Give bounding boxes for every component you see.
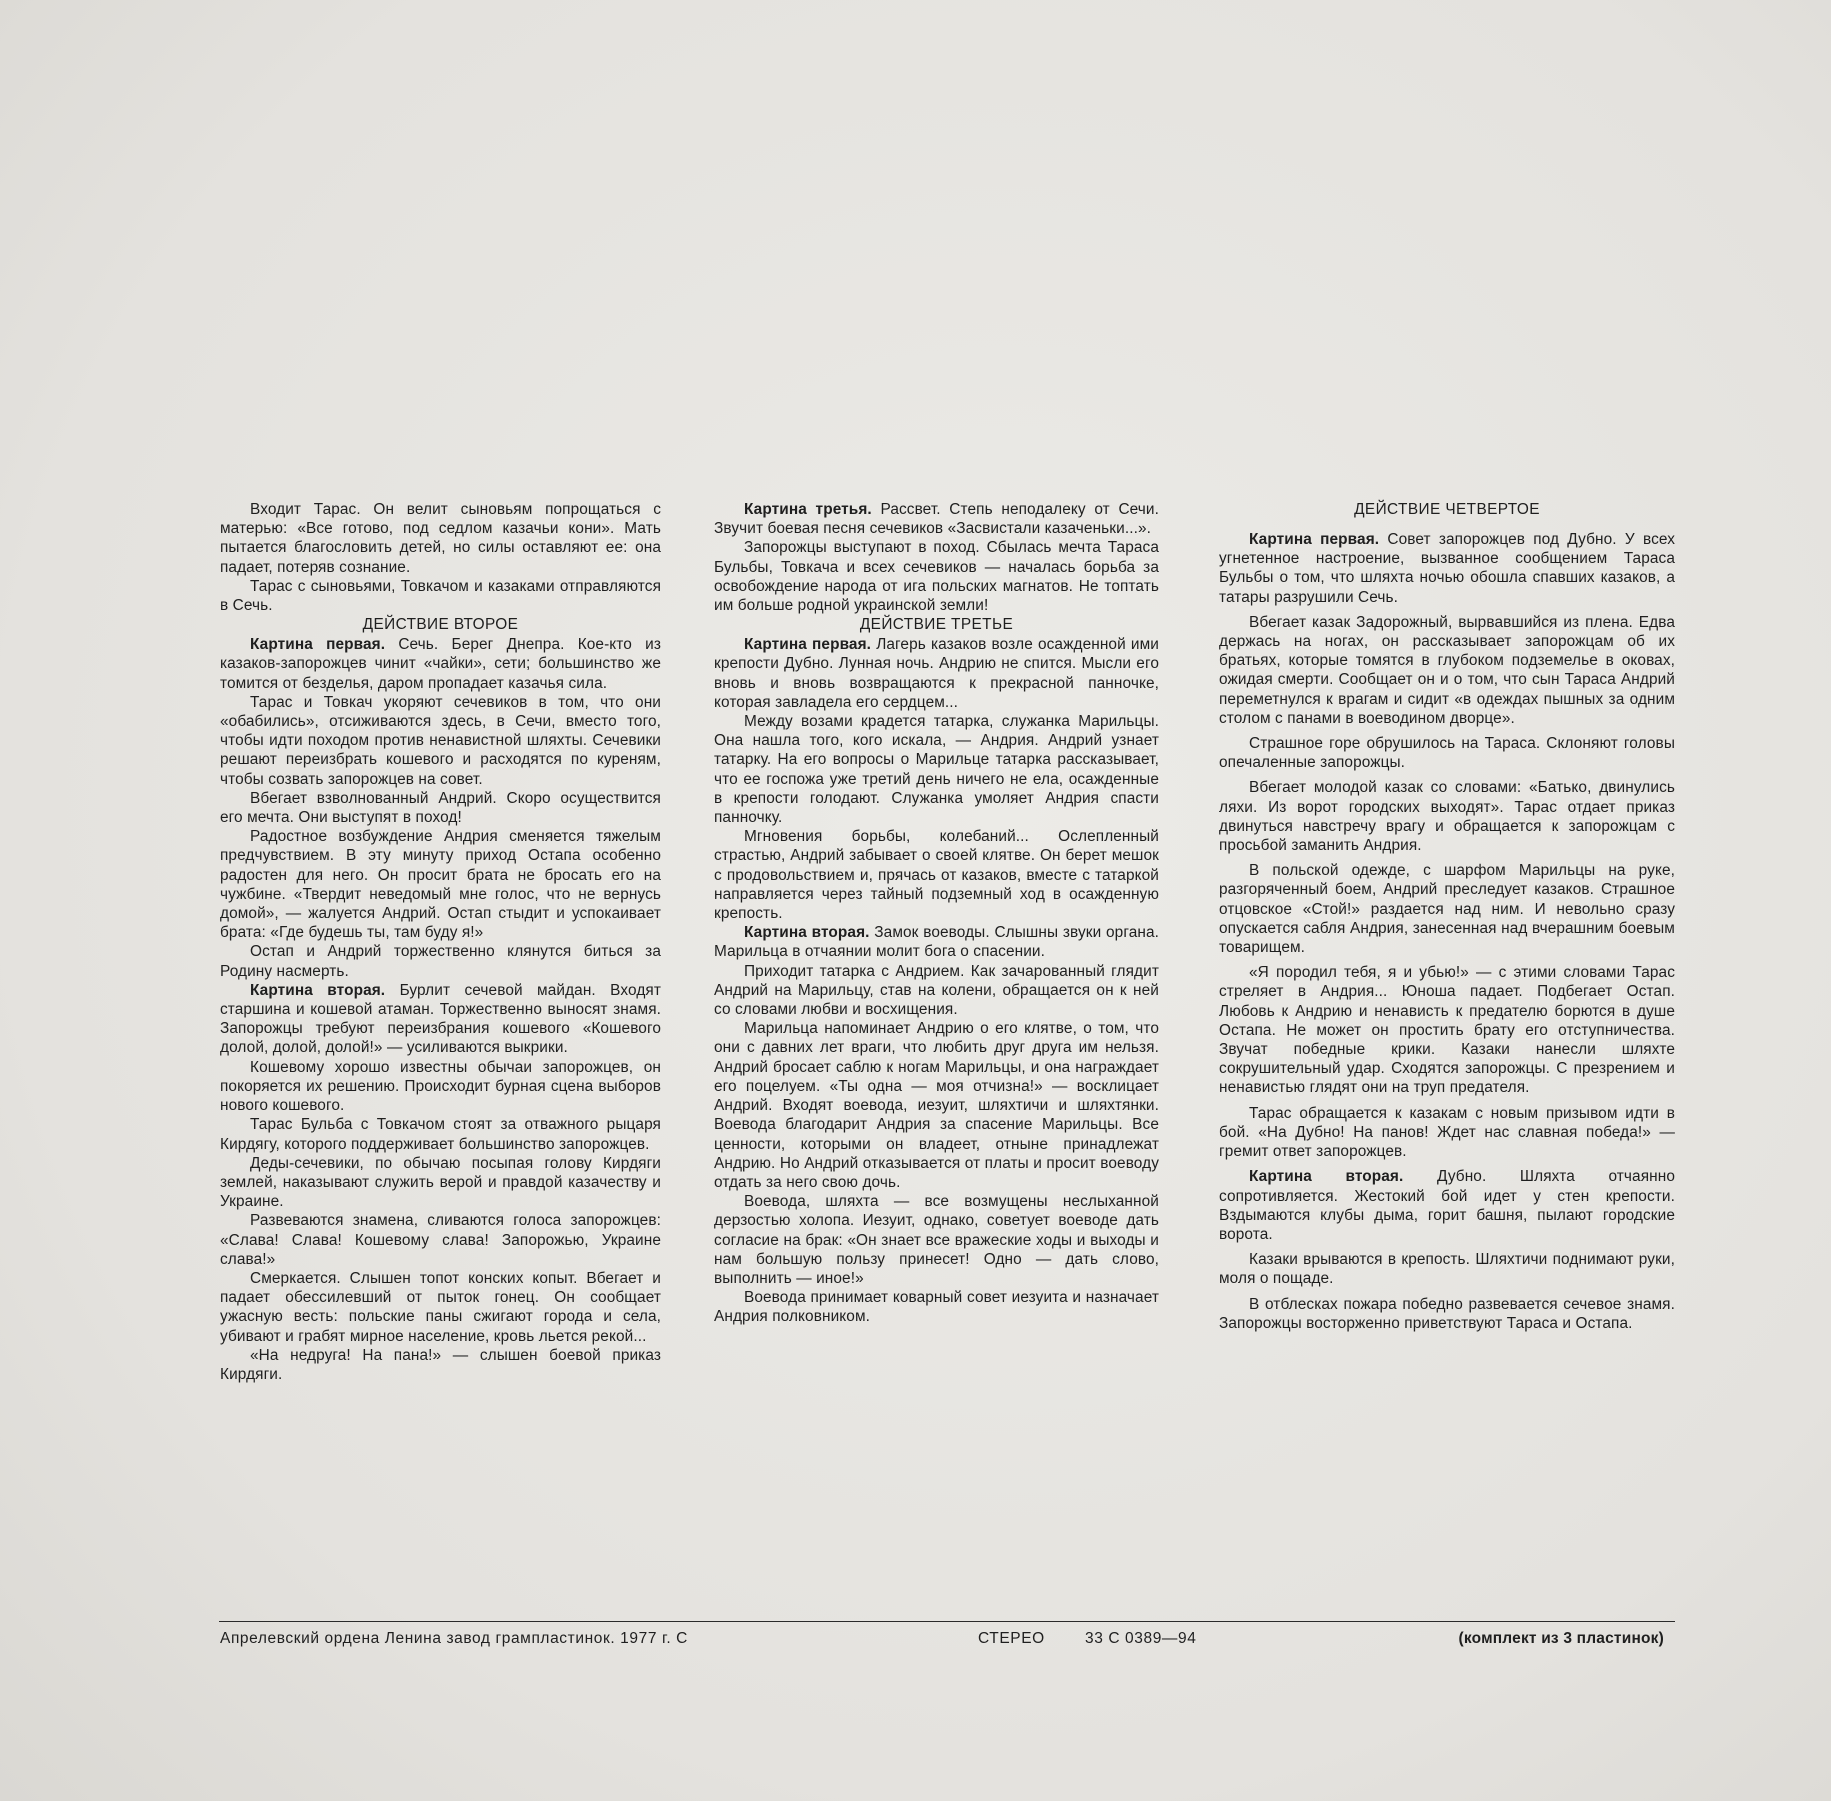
footer-divider [219,1621,1675,1622]
paragraph [1219,963,1675,1097]
paragraph [220,1115,661,1153]
paragraph-text: Приходит татарка с Андрием. Как зачарованный глядит Андрий на Марильцу, став на колени, обращается он к ней со словами любви и восхищения. [714,962,1159,1019]
scene-lead: Картина вторая. [1249,1168,1404,1186]
paragraph [714,538,1159,615]
scene-lead: Картина первая. [744,636,872,654]
footer-catalog-number: 33 С 0389—94 [1085,1630,1197,1647]
paragraph-text: Тарас обращается к казакам с новым призывом идти в бой. «На Дубно! На панов! Ждет нас славная победа!» — гремит ответ запорожцев. [1219,1104,1675,1161]
paragraph [1219,861,1675,957]
paragraph-text: Казаки врываются в крепость. Шляхтичи поднимают руки, моля о пощаде. [1219,1251,1675,1288]
paragraph [714,1192,1159,1288]
paragraph-text: «Я породил тебя, я и убью!» — с этими словами Тарас стреляет в Андрия... Юноша падает. Подбегает Остап. Любовь к Андрию и ненависть к предателю борются в душе Остапа. Не может он простить брату его отступничества. Звучат победные крики. Казаки нанесли шляхте сокрушительный удар. Сходятся запорожцы. С презрением и ненавистью глядят они на труп предателя. [1219,964,1675,1097]
paragraph [220,635,661,693]
paragraph-text: Бурлит сечевой майдан. Входят старшина и кошевой атаман. Торжественно выносят знамя. Запорожцы требуют переизбрания кошевого «Кошевого долой, долой, долой!» — усиливаются выкрики. [220,981,661,1057]
footer-set-note: (комплект из 3 пластинок) [1458,1630,1664,1647]
text-column-2 [714,500,1159,1327]
paragraph [220,789,661,827]
paragraph-text: Марильца напоминает Андрию о его клятве, о том, что они с давних лет враги, что любить друг друга им нельзя. Андрий бросает саблю к ногам Марильцы, и она награждает его поцелуем. «Ты одна — моя отчизна!» — восклицает Андрий. Входят воевода, иезуит, шляхтичи и шляхтянки. Воевода благодарит Андрия за спасение Марильцы. Все ценности, которыми он владеет, отныне принадлежат Андрию. Но Андрий отказывается от платы и просит воеводу отдать за него свою дочь. [714,1020,1159,1191]
paragraph [220,1211,661,1269]
paragraph-text: Вбегает казак Задорожный, вырвавшийся из плена. Едва держась на ногах, он рассказывает запорожцам об их братьях, которые томятся в глубоком подземелье в оковах, ожидая смерти. Сообщает он и о том, что сын Тараса Андрий переметнулся к врагам и сидит «в одеждах пышных за одним столом с панами в воеводином дворце». [1219,613,1675,727]
text-column-1 [220,500,661,1384]
paragraph-text: Развеваются знамена, сливаются голоса запорожцев: «Слава! Слава! Кошевому слава! Запорожью, Украине слава!» [220,1212,661,1268]
paragraph [220,693,661,789]
paragraph [714,923,1159,961]
paragraph [220,577,661,615]
scene-lead: Картина первая. [1249,531,1380,548]
paragraph [714,712,1159,827]
paragraph-text: Мгновения борьбы, колебаний... Ослепленный страстью, Андрий забывает о своей клятве. Он берет мешок с продовольствием и, прячась от казаков, вместе с татаркой направляется через тайный подземный ход в осажденную крепость. [714,828,1159,923]
paragraph [1219,1167,1675,1244]
paragraph [714,635,1159,712]
paragraph [1219,613,1675,728]
paragraph-text: Замок воеводы. Слышны звуки органа. Марильца в отчаянии молит бога о спасении. [714,924,1159,961]
paragraph-text: Тарас Бульба с Товкачом стоят за отважного рыцаря Кирдягу, которого поддерживает большинство запорожцев. [220,1116,661,1153]
paragraph [220,1058,661,1116]
paragraph [1219,1250,1675,1288]
paragraph [220,942,661,980]
paragraph [220,1269,661,1346]
paragraph-text: Между возами крадется татарка, служанка Марильцы. Она нашла того, кого искала, — Андрия. Андрий узнает татарку. На его вопросы о Марильце татарка рассказывает, что ее госпожа уже третий день ничего не ела, осажденные в крепости голодают. Служанка умоляет Андрия спасти панночку. [714,713,1159,827]
paragraph-text: Деды-сечевики, по обычаю посыпая голову Кирдяги землей, наказывают служить верой и правдой казачеству и Украине. [220,1154,661,1211]
paragraph-text: Сечь. Берег Днепра. Кое-кто из казаков-запорожцев чинит «чайки», сети; большинство же томится от безделья, даром пропадает казачья сила. [220,636,661,692]
scene-lead: Картина вторая. [744,924,870,942]
paragraph [220,500,661,577]
paragraph-text: Входит Тарас. Он велит сыновьям попрощаться с матерью: «Все готово, под седлом казачьи кони». Мать пытается благословить детей, но силы оставляют ее: она падает, потеряв сознание. [220,501,661,576]
act-heading: ДЕЙСТВИЕ ТРЕТЬЕ [859,616,1014,634]
paragraph [714,1288,1159,1326]
scene-lead: Картина первая. [250,636,386,654]
paragraph [714,500,1159,538]
paragraph [220,827,661,942]
footer-factory: Апрелевский ордена Ленина завод грампластинок. 1977 г. С [220,1630,688,1647]
paragraph-text: Смеркается. Слышен топот конских копыт. Вбегает и падает обессилевший от пыток гонец. Он сообщает ужасную весть: польские паны сжигают города и села, убивают и грабят мирное население, кровь льется рекой... [220,1269,661,1345]
paragraph [1219,1104,1675,1162]
act-heading: ДЕЙСТВИЕ ЧЕТВЕРТОЕ [1354,501,1540,518]
paragraph-text: В отблесках пожара победно развевается сечевое знамя. Запорожцы восторженно приветствуют Тараса и Остапа. [1219,1295,1675,1332]
footer-stereo-label: СТЕРЕО [978,1630,1045,1647]
paragraph-text: Тарас и Товкач укоряют сечевиков в том, что они «обабились», отсиживаются здесь, в Сечи, вместо того, чтобы идти походом против ненавистной шляхты. Сечевики решают переизбрать кошевого и расходятся по куреням, чтобы созвать запорожцев на совет. [220,693,661,788]
paragraph-text: Дубно. Шляхта отчаянно сопротивляется. Жестокий бой идет у стен крепости. Вздымаются клубы дыма, горит башня, пылают городские ворота. [1219,1168,1676,1243]
paragraph [714,827,1159,923]
paragraph-text: В польской одежде, с шарфом Марильцы на руке, разгоряченный боем, Андрий преследует казаков. Страшное отцовское «Стой!» раздается над ним. И невольно сразу опускается сабля Андрия, занесенная над вчерашним боевым товарищем. [1219,862,1675,957]
paragraph-text: Вбегает молодой казак со словами: «Батько, двинулись ляхи. Из ворот городских выходят». Тарас отдает приказ двинуться навстречу врагу и обращается к запорожцам с просьбой заманить Андрия. [1219,779,1675,855]
paragraph-text: Вбегает взволнованный Андрий. Скоро осуществится его мечта. Они выступят в поход! [220,789,661,827]
paragraph-text: Запорожцы выступают в поход. Сбылась мечта Тараса Бульбы, Товкача и всех сечевиков — началась борьба за освобождение народа от ига польских магнатов. Не топтать им больше родной украинской земли! [714,539,1159,615]
paragraph-text: Рассвет. Степь неподалеку от Сечи. Звучит боевая песня сечевиков «Засвистали казаченьки...». [714,501,1159,538]
paragraph [220,1154,661,1212]
paragraph [220,1346,661,1384]
paragraph [220,981,661,1058]
paragraph [1219,734,1675,772]
paragraph [714,1019,1159,1192]
paragraph-text: Воевода принимает коварный совет иезуита и назначает Андрия полковником. [714,1289,1159,1326]
paragraph-text: Кошевому хорошо известны обычаи запорожцев, он покоряется их решению. Происходит бурная сцена выборов нового кошевого. [220,1058,661,1115]
paragraph [1219,778,1675,855]
paragraph-text: Совет запорожцев под Дубно. У всех угнетенное настроение, вызванное сообщением Тараса Бульбы о том, что шляхта ночью обошла спавших казаков, а татары разрушили Сечь. [1219,531,1675,606]
paragraph-text: Страшное горе обрушилось на Тараса. Склоняют головы опечаленные запорожцы. [1219,735,1675,772]
text-column-3 [1219,500,1675,1333]
paragraph-text: Остап и Андрий торжественно клянутся биться за Родину насмерть. [220,943,661,980]
act-heading: ДЕЙСТВИЕ ВТОРОЕ [362,616,519,634]
paragraph-text: Радостное возбуждение Андрия сменяется тяжелым предчувствием. В эту минуту приход Остапа особенно радостен для него. Он просит брата не бросать его на чужбине. «Твердит неведомый мне голос, что не вернусь домой», — жалуется Андрий. Остап стыдит и успокаивает брата: «Где будешь ты, там буду я!» [220,828,661,942]
paragraph-text: «На недруга! На пана!» — слышен боевой приказ Кирдяги. [220,1346,661,1383]
paragraph [714,962,1159,1020]
paragraph-text: Лагерь казаков возле осажденной ими крепости Дубно. Лунная ночь. Андрию не спится. Мысли его вновь и вновь возвращаются к прекрасной панночке, которая завладела его сердцем... [714,636,1159,711]
paragraph-text: Тарас с сыновьями, Товкачом и казаками отправляются в Сечь. [220,577,661,615]
paragraph-text: Воевода, шляхта — все возмущены неслыханной дерзостью холопа. Иезуит, однако, советует воеводе дать согласие на брак: «Он знает все вражеские ходы и выходы и нам большую пользу принесет! Одно — дать слово, выполнить — иное!» [714,1193,1159,1287]
paragraph [1219,1295,1675,1333]
paragraph [1219,530,1675,607]
scene-lead: Картина третья. [744,501,872,518]
scene-lead: Картина вторая. [250,981,386,999]
